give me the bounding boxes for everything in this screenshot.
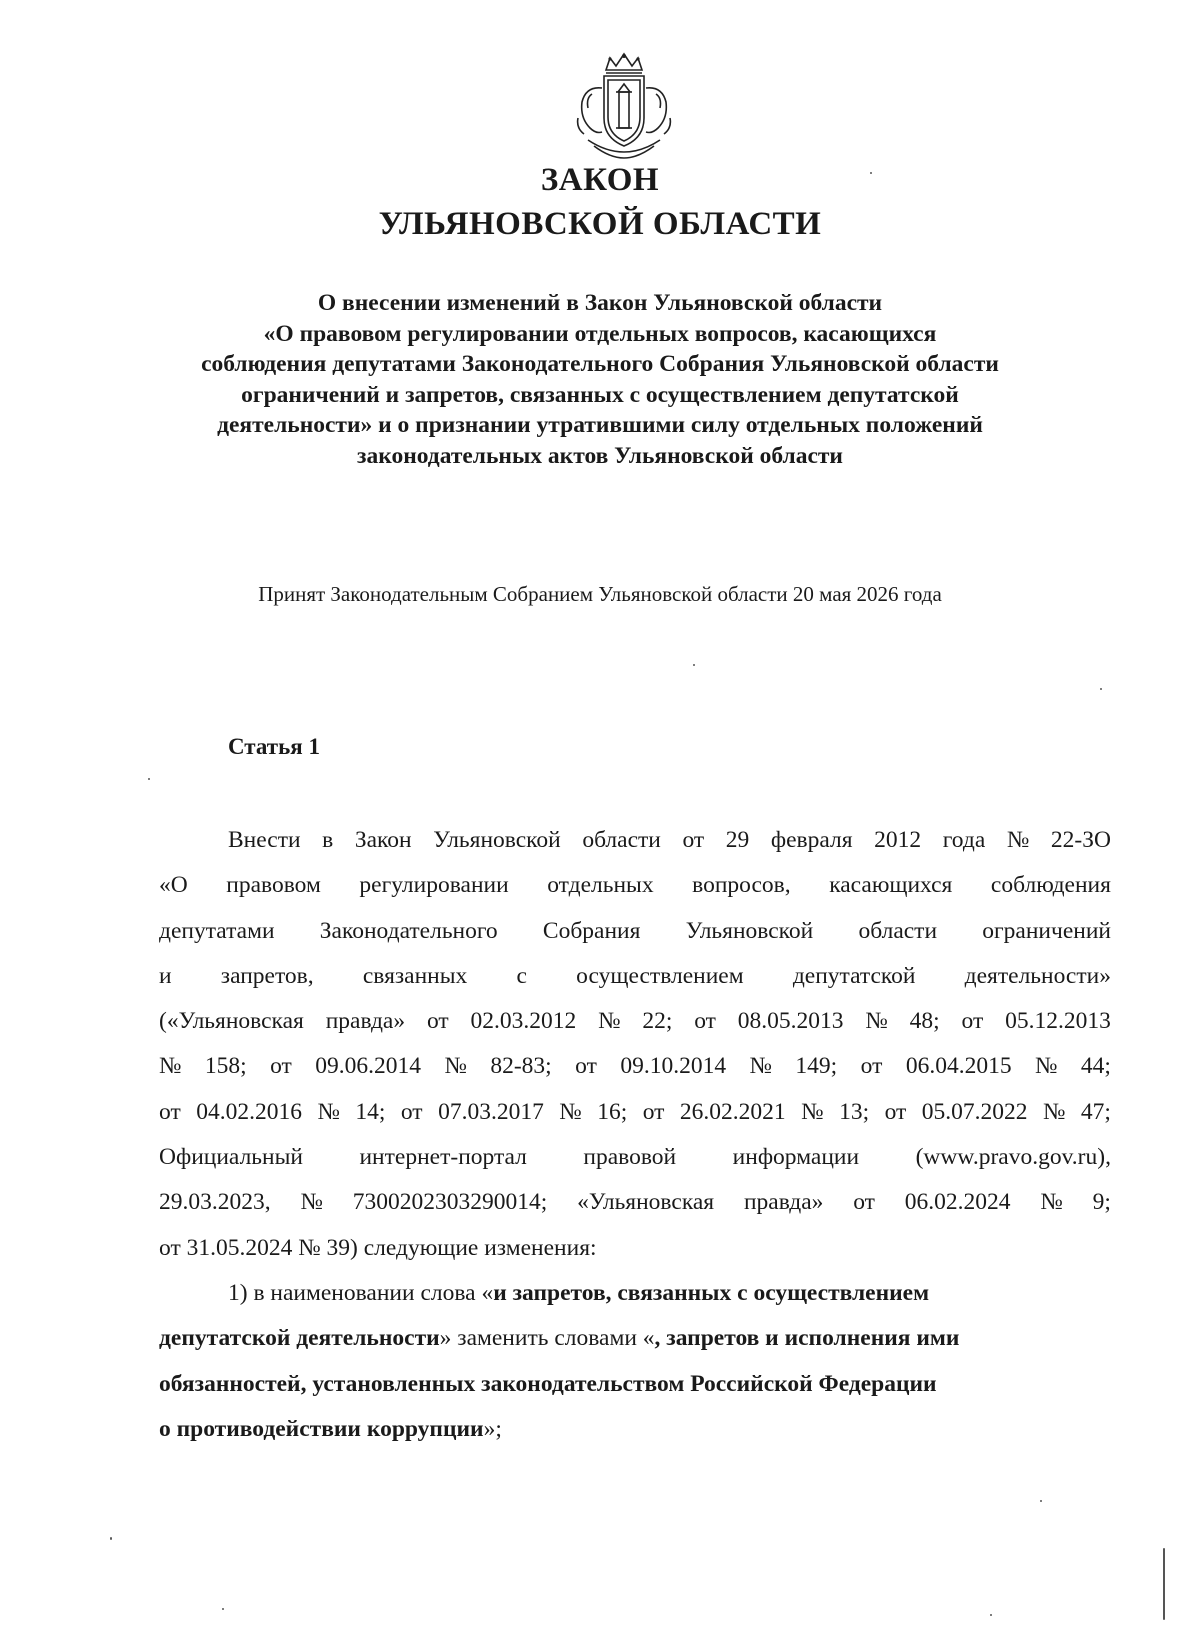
word: 44; xyxy=(1080,1053,1111,1080)
word: 13; xyxy=(839,1098,870,1125)
word: № xyxy=(559,1098,582,1125)
word: № xyxy=(865,1008,888,1035)
word: № xyxy=(159,1053,182,1080)
text-run xyxy=(159,1316,959,1361)
law-title-line: соблюдения депутатами Законодательного Собрания Ульяновской области xyxy=(201,351,999,377)
word: 22-ЗО xyxy=(1050,827,1111,853)
word: от xyxy=(961,1008,984,1035)
scan-speck xyxy=(148,778,150,780)
word: ограничений xyxy=(982,917,1111,944)
word: Собрания xyxy=(542,917,641,944)
word: Официальный xyxy=(159,1144,303,1171)
bold-text-run: и запретов, связанных с осуществлением xyxy=(493,1279,930,1306)
word: от xyxy=(860,1053,883,1080)
word: № xyxy=(1035,1053,1058,1080)
scan-speck xyxy=(870,172,872,174)
word: 04.02.2016 xyxy=(196,1098,302,1125)
word: от xyxy=(642,1098,665,1125)
word: «Ульяновская xyxy=(577,1189,715,1216)
word: касающихся xyxy=(829,872,953,899)
word: правовом xyxy=(226,872,321,899)
word: № xyxy=(300,1189,323,1216)
item-1-line xyxy=(159,1362,1111,1407)
word: (www.pravo.gov.ru), xyxy=(915,1144,1111,1171)
word: 9; xyxy=(1092,1189,1111,1216)
paragraph-line xyxy=(159,909,1111,954)
word: 07.03.2017 xyxy=(438,1098,544,1125)
word: информации xyxy=(732,1144,860,1171)
word: 09.06.2014 xyxy=(315,1053,422,1080)
scan-speck xyxy=(990,1614,992,1616)
bold-text-run: обязанностей, установленных законодательством Российской Федерации xyxy=(159,1370,937,1397)
law-title-line: «О правовом регулировании отдельных вопросов, касающихся xyxy=(263,320,937,347)
article-heading: Статья 1 xyxy=(228,734,320,759)
word: Ульяновской xyxy=(685,917,814,944)
word: осуществлением xyxy=(576,962,744,989)
paragraph-line xyxy=(159,1044,1111,1089)
word: от xyxy=(426,1008,449,1035)
paragraph-line xyxy=(159,1226,1111,1271)
law-title-line: О внесении изменений в Закон Ульяновской области xyxy=(317,290,883,316)
word: 158; xyxy=(204,1053,247,1080)
word: от xyxy=(884,1098,907,1125)
word: № xyxy=(749,1053,772,1080)
word: Внести xyxy=(228,827,301,853)
bold-text-run: депутатской деятельности xyxy=(159,1325,440,1352)
paragraph-line xyxy=(159,818,1111,863)
word: 06.04.2015 xyxy=(905,1053,1012,1080)
text-run: 1) в наименовании слова « xyxy=(228,1279,494,1306)
word: № xyxy=(598,1008,621,1035)
law-title-line: законодательных актов Ульяновской области xyxy=(357,442,843,469)
word: 26.02.2021 xyxy=(679,1098,786,1125)
scan-speck xyxy=(1040,1500,1042,1502)
word: области xyxy=(858,917,938,944)
law-title-line: ограничений и запретов, связанных с осуществлением депутатской xyxy=(241,381,959,408)
article-body xyxy=(159,818,1111,1452)
word: 14; xyxy=(355,1098,386,1125)
word: Закон xyxy=(354,827,412,853)
word: от xyxy=(853,1189,875,1216)
word: отдельных xyxy=(547,872,654,899)
word: правда» xyxy=(743,1189,824,1216)
word: от xyxy=(159,1098,181,1125)
word: от xyxy=(682,827,705,853)
word: Ульяновской xyxy=(433,827,561,853)
word: и xyxy=(159,962,172,989)
bold-text-run: , запретов и исполнения ими xyxy=(654,1325,960,1352)
word: от xyxy=(575,1053,597,1080)
word: 2012 xyxy=(874,827,922,853)
word: депутатской xyxy=(792,962,916,989)
word: вопросов, xyxy=(692,872,791,899)
paragraph-line xyxy=(159,954,1111,999)
word: от xyxy=(400,1098,423,1125)
word: от xyxy=(270,1053,292,1080)
paragraph-line xyxy=(159,863,1111,908)
word: 06.02.2024 xyxy=(904,1189,1011,1216)
word: от 31.05.2024 № 39) следующие изменения: xyxy=(159,1234,597,1261)
text-run: » заменить словами « xyxy=(439,1325,655,1352)
document-type-line: ЗАКОН xyxy=(540,162,660,198)
law-title xyxy=(120,288,1080,471)
word: 7300202303290014; xyxy=(352,1189,548,1216)
word: 16; xyxy=(597,1098,628,1125)
text-run xyxy=(228,1271,929,1316)
word: № xyxy=(444,1053,467,1080)
word: от xyxy=(694,1008,716,1035)
word: № xyxy=(1006,827,1030,853)
text-run xyxy=(159,1407,502,1452)
word: депутатами xyxy=(159,917,275,944)
word: 22; xyxy=(642,1008,673,1035)
word: 05.12.2013 xyxy=(1005,1008,1111,1035)
word: 29.03.2023, xyxy=(159,1189,271,1216)
adoption-statement: Принят Законодательным Собранием Ульяновской области 20 мая 2026 года xyxy=(258,582,942,606)
word: 02.03.2012 xyxy=(470,1008,577,1035)
word: 09.10.2014 xyxy=(620,1053,727,1080)
word: Законодательного xyxy=(319,917,498,944)
word: № xyxy=(317,1098,340,1125)
paragraph-line xyxy=(159,1090,1111,1135)
item-1-line xyxy=(159,1316,1111,1361)
word: правовой xyxy=(583,1144,677,1171)
word: связанных xyxy=(362,962,468,989)
paragraph-line xyxy=(159,1135,1111,1180)
word: 47; xyxy=(1080,1098,1111,1125)
word: 05.07.2022 xyxy=(921,1098,1028,1125)
scan-speck xyxy=(110,1537,112,1540)
word: области xyxy=(582,827,661,853)
word: регулировании xyxy=(359,872,509,899)
word: 82-83; xyxy=(490,1053,552,1080)
word: правда» xyxy=(325,1008,406,1035)
word: с xyxy=(516,962,527,989)
scan-speck xyxy=(1163,1548,1165,1620)
scan-speck xyxy=(1100,688,1102,690)
word: № xyxy=(1040,1189,1063,1216)
paragraph-line xyxy=(159,1180,1111,1225)
paragraph-line xyxy=(159,999,1111,1044)
text-run: »; xyxy=(483,1415,502,1442)
item-1-line xyxy=(159,1407,1111,1452)
word: соблюдения xyxy=(990,872,1111,899)
word: интернет-портал xyxy=(359,1144,527,1171)
word: февраля xyxy=(770,827,853,853)
word: № xyxy=(801,1098,824,1125)
word: года xyxy=(942,827,986,853)
item-1-line xyxy=(159,1271,1111,1316)
document-type-heading xyxy=(0,158,1200,246)
scan-speck xyxy=(222,1608,224,1610)
word: 149; xyxy=(795,1053,838,1080)
word: («Ульяновская xyxy=(159,1008,304,1035)
word: 48; xyxy=(909,1008,940,1035)
word: «О xyxy=(159,872,188,899)
word: в xyxy=(322,827,334,853)
word: 08.05.2013 xyxy=(737,1008,844,1035)
word: деятельности» xyxy=(964,962,1111,989)
ulyanovsk-oblast-coat-of-arms-icon xyxy=(566,48,682,164)
region-name-line: УЛЬЯНОВСКОЙ ОБЛАСТИ xyxy=(378,206,822,242)
bold-text-run: о противодействии коррупции xyxy=(159,1415,484,1442)
word: запретов, xyxy=(220,962,314,989)
law-title-line: деятельности» и о признании утратившими силу отдельных положений xyxy=(217,412,983,438)
scan-speck xyxy=(693,664,695,666)
article-paragraph-1 xyxy=(159,818,1111,1271)
word: № xyxy=(1043,1098,1066,1125)
word: 29 xyxy=(725,827,750,853)
